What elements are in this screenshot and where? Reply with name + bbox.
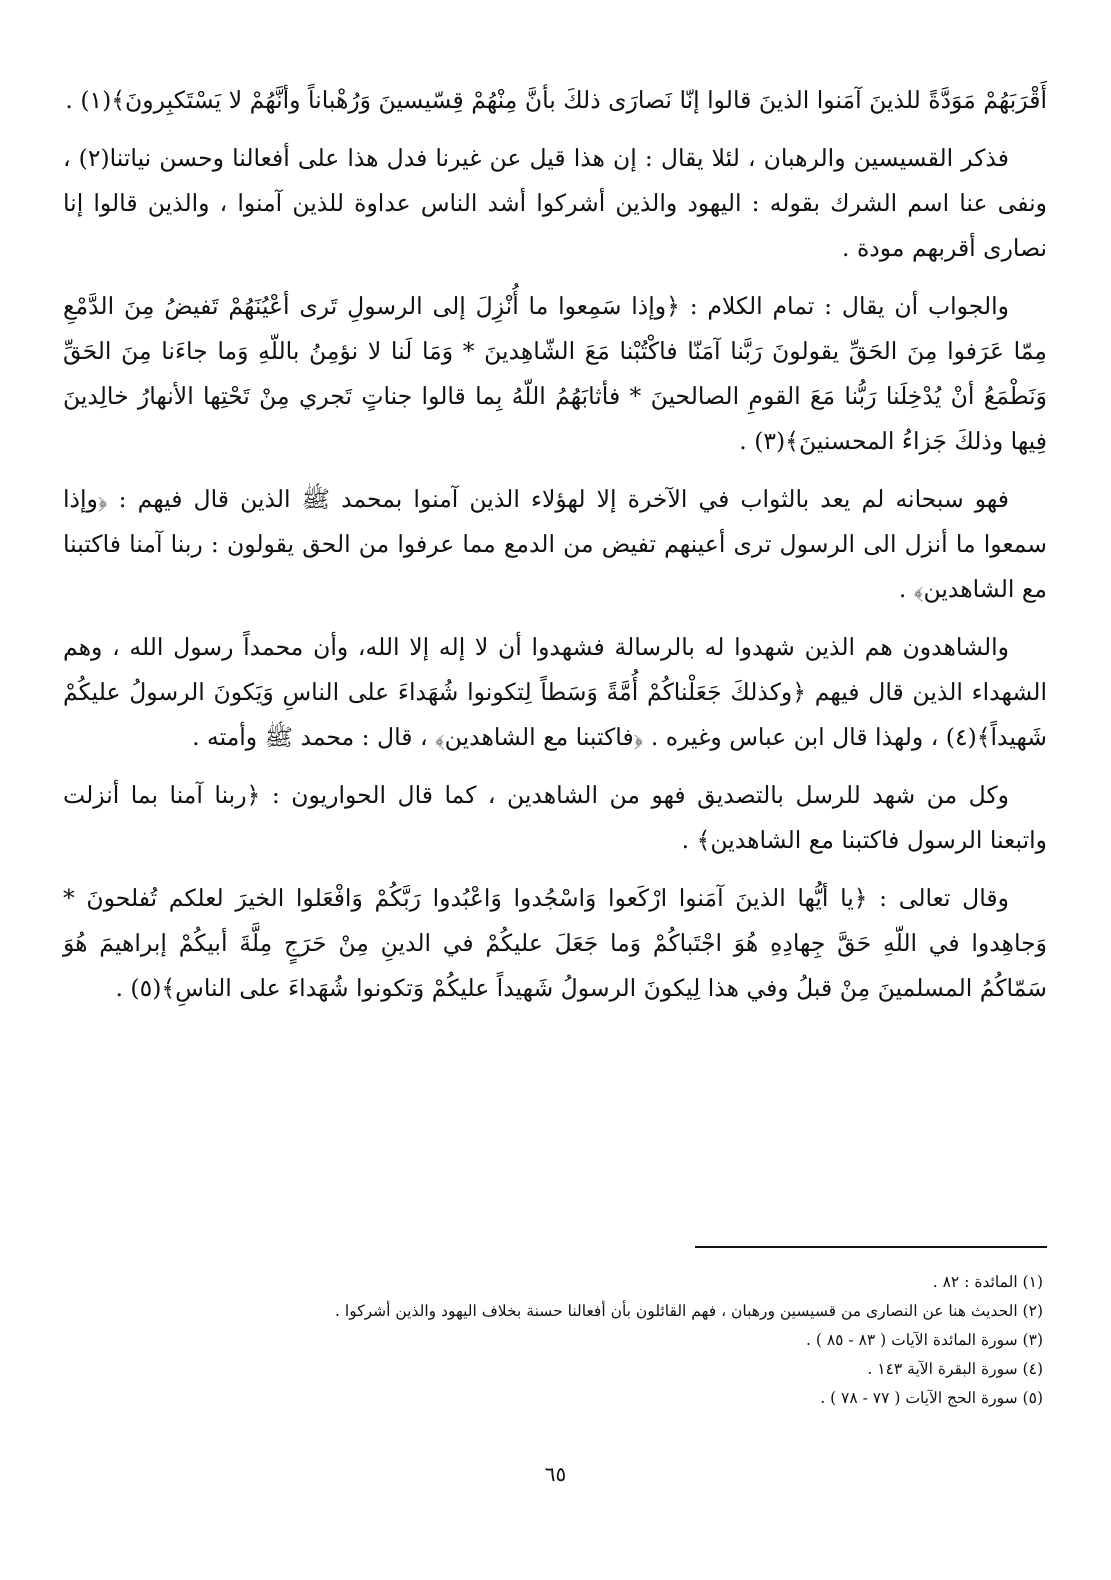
main-text (63, 78, 1047, 1024)
footnote-3: (٣) سورة المائدة الآيات ( ٨٣ - ٨٥ ) . (805, 1331, 1043, 1349)
paragraph-6: وكل من شهد للرسل بالتصديق فهو من الشاهدين ، كما قال الحواريون : ﴿ربنا آمنا بما أنزلت واتبعنا الرسول فاكتبنا مع الشاهدين﴾ . (63, 781, 1047, 854)
paragraph-1: أَقْرَبَهُمْ مَوَدَّةً للذينَ آمَنوا الذينَ قالوا إنّا نَصارَى ذلكَ بأنَّ مِنْهُمْ قِسّيسينَ وَرُهْباناً وأنَّهُمْ لا يَسْتَكبِرونَ﴾(١) . (65, 86, 1047, 114)
paragraph-5: والشاهدون هم الذين شهدوا له بالرسالة فشهدوا أن لا إله إلا الله، وأن محمداً رسول الله ، وهم الشهداء الذين قال فيهم ﴿وكذلكَ جَعَلْناكُمْ أُمَّةً وَسَطاً لِتكونوا شُهَداءَ على الناسِ وَيَكونَ الرسولُ عليكُمْ شَهيداً﴾(٤) ، ولهذا قال ابن عباس وغيره . ﴿فاكتبنا مع الشاهدين﴾ ، قال : محمد ﷺ وأمته . (63, 633, 1047, 751)
footnote-2: (٢) الحديث هنا عن النصارى من قسيسين ورهبان ، فهم القائلون بأن أفعالنا حسنة بخلاف اليهود والذين أشركوا . (335, 1302, 1043, 1320)
paragraph-7: وقال تعالى : ﴿يا أيُّها الذينَ آمَنوا ارْكَعوا وَاسْجُدوا وَاعْبُدوا رَبَّكُمْ وَافْعَلوا الخيرَ لعلكم تُفلحونَ * وَجاهِدوا في اللّهِ حَقَّ جِهادِهِ هُوَ اجْتَباكُمْ وَما جَعَلَ عليكُمْ في الدينِ مِنْ حَرَجٍ مِلَّةَ أبيكُمْ إبراهيمَ هُوَ سَمّاكُمُ المسلمينَ مِنْ قبلُ وفي هذا لِيكونَ الرسولُ شَهيداً عليكُمْ وَتكونوا شُهَداءَ على الناسِ﴾(٥) . (63, 884, 1047, 1002)
footnote-divider (695, 1246, 1047, 1248)
paragraph-4: فهو سبحانه لم يعد بالثواب في الآخرة إلا لهؤلاء الذين آمنوا بمحمد ﷺ الذين قال فيهم : ﴿وإذا سمعوا ما أنزل الى الرسول ترى أعينهم تفيض من الدمع مما عرفوا من الحق يقولون : ربنا آمنا فاكتبنا مع الشاهدين﴾ . (63, 485, 1047, 603)
paragraph-3: والجواب أن يقال : تمام الكلام : ﴿وإذا سَمِعوا ما أُنْزِلَ إلى الرسولِ تَرى أعْيُنَهُمْ تَفيضُ مِنَ الدَّمْعِ مِمّا عَرَفوا مِنَ الحَقِّ يقولونَ رَبَّنا آمَنّا فاكْتُبْنا مَعَ الشّاهِدينَ * وَمَا لَنا لا نؤمِنُ باللّهِ وَما جاءَنا مِنَ الحَقِّ وَنَطْمَعُ أنْ يُدْخِلَنا رَبُّنا مَعَ القومِ الصالحينَ * فأثابَهُمُ اللّهُ بِما قالوا جناتٍ تَجري مِنْ تَحْتِها الأنهارُ خالِدينَ فِيها وذلكَ جَزاءُ المحسنينَ﴾(٣) . (63, 292, 1047, 455)
footnote-1: (١) المائدة : ٨٢ . (932, 1273, 1043, 1291)
paragraph-2: فذكر القسيسين والرهبان ، لئلا يقال : إن هذا قيل عن غيرنا فدل هذا على أفعالنا وحسن نياتنا(٢) ، ونفى عنا اسم الشرك بقوله : اليهود والذين أشركوا أشد الناس عداوة للذين آمنوا ، والذين قالوا إنا نصارى أقربهم مودة . (63, 144, 1047, 262)
footnote-5: (٥) سورة الحج الآيات ( ٧٧ - ٧٨ ) . (820, 1389, 1043, 1407)
page-number: ٦٥ (544, 1462, 567, 1486)
footnotes (63, 1268, 1043, 1413)
footnote-4: (٤) سورة البقرة الآية ١٤٣ . (867, 1360, 1043, 1378)
